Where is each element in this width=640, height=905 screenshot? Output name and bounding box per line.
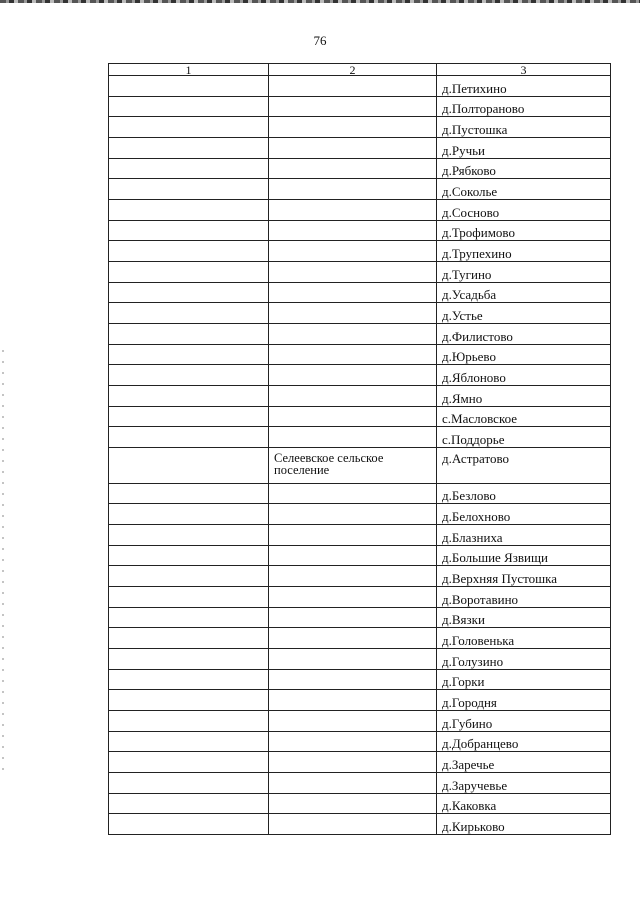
cell-settlement: д.Головенька: [437, 628, 611, 649]
cell-col1: [109, 669, 269, 690]
cell-col1: [109, 545, 269, 566]
cell-municipality: [269, 587, 437, 608]
cell-settlement: д.Горки: [437, 669, 611, 690]
cell-col1: [109, 117, 269, 138]
column-header-3: 3: [437, 64, 611, 76]
cell-municipality: [269, 220, 437, 241]
cell-settlement: д.Соколье: [437, 179, 611, 200]
table-row: [109, 96, 611, 117]
table-header-row: [109, 64, 611, 76]
table-row: [109, 814, 611, 835]
cell-settlement: д.Трупехино: [437, 241, 611, 262]
table-row: [109, 447, 611, 483]
cell-municipality: [269, 504, 437, 525]
cell-col1: [109, 199, 269, 220]
table-row: [109, 385, 611, 406]
cell-settlement: д.Устье: [437, 303, 611, 324]
cell-col1: [109, 649, 269, 670]
table-row: [109, 690, 611, 711]
cell-municipality: [269, 649, 437, 670]
cell-settlement: с.Поддорье: [437, 427, 611, 448]
cell-settlement: с.Масловское: [437, 406, 611, 427]
table-row: [109, 427, 611, 448]
cell-col1: [109, 344, 269, 365]
table-row: [109, 199, 611, 220]
cell-settlement: д.Заручевье: [437, 773, 611, 794]
cell-municipality: [269, 525, 437, 546]
cell-col1: [109, 607, 269, 628]
cell-col1: [109, 406, 269, 427]
cell-settlement: д.Сосново: [437, 199, 611, 220]
table-row: [109, 711, 611, 732]
cell-municipality: [269, 323, 437, 344]
cell-municipality: [269, 628, 437, 649]
cell-municipality: [269, 282, 437, 303]
table-body: [109, 76, 611, 835]
cell-col1: [109, 566, 269, 587]
table-row: [109, 241, 611, 262]
cell-col1: [109, 587, 269, 608]
cell-col1: [109, 427, 269, 448]
table-row: [109, 587, 611, 608]
table-row: [109, 323, 611, 344]
cell-settlement: д.Астратово: [437, 447, 611, 483]
cell-col1: [109, 385, 269, 406]
table-row: [109, 504, 611, 525]
cell-municipality: Селеевское сельское поселение: [269, 447, 437, 483]
cell-settlement: д.Ручьи: [437, 137, 611, 158]
table-row: [109, 220, 611, 241]
cell-municipality: [269, 607, 437, 628]
cell-municipality: [269, 344, 437, 365]
cell-municipality: [269, 669, 437, 690]
cell-settlement: д.Пустошка: [437, 117, 611, 138]
cell-settlement: д.Петихино: [437, 76, 611, 97]
cell-settlement: д.Добранцево: [437, 731, 611, 752]
table-row: [109, 793, 611, 814]
table-row: [109, 731, 611, 752]
table-row: [109, 365, 611, 386]
cell-municipality: [269, 814, 437, 835]
cell-col1: [109, 447, 269, 483]
table-row: [109, 773, 611, 794]
cell-municipality: [269, 793, 437, 814]
cell-col1: [109, 261, 269, 282]
cell-municipality: [269, 261, 437, 282]
cell-municipality: [269, 427, 437, 448]
cell-col1: [109, 793, 269, 814]
cell-col1: [109, 241, 269, 262]
cell-col1: [109, 96, 269, 117]
cell-settlement: д.Воротавино: [437, 587, 611, 608]
cell-settlement: д.Филистово: [437, 323, 611, 344]
cell-col1: [109, 690, 269, 711]
cell-col1: [109, 773, 269, 794]
table-row: [109, 649, 611, 670]
table-row: [109, 344, 611, 365]
cell-municipality: [269, 406, 437, 427]
column-header-1: 1: [109, 64, 269, 76]
cell-settlement: д.Каковка: [437, 793, 611, 814]
cell-settlement: д.Рябково: [437, 158, 611, 179]
cell-municipality: [269, 158, 437, 179]
cell-col1: [109, 752, 269, 773]
table-row: [109, 261, 611, 282]
cell-municipality: [269, 199, 437, 220]
cell-settlement: д.Блазниха: [437, 525, 611, 546]
table-row: [109, 545, 611, 566]
cell-settlement: д.Усадьба: [437, 282, 611, 303]
cell-col1: [109, 158, 269, 179]
cell-col1: [109, 137, 269, 158]
table-row: [109, 483, 611, 504]
cell-settlement: д.Полтораново: [437, 96, 611, 117]
cell-settlement: д.Верхняя Пустошка: [437, 566, 611, 587]
cell-municipality: [269, 690, 437, 711]
cell-settlement: д.Голузино: [437, 649, 611, 670]
cell-municipality: [269, 96, 437, 117]
cell-municipality: [269, 731, 437, 752]
table-row: [109, 282, 611, 303]
cell-municipality: [269, 752, 437, 773]
cell-settlement: д.Кирьково: [437, 814, 611, 835]
scan-margin-specks: [2, 350, 4, 770]
table-row: [109, 752, 611, 773]
table-row: [109, 525, 611, 546]
cell-settlement: д.Городня: [437, 690, 611, 711]
cell-settlement: д.Тугино: [437, 261, 611, 282]
cell-settlement: д.Заречье: [437, 752, 611, 773]
cell-col1: [109, 483, 269, 504]
cell-settlement: д.Вязки: [437, 607, 611, 628]
table-row: [109, 117, 611, 138]
cell-municipality: [269, 241, 437, 262]
cell-municipality: [269, 385, 437, 406]
cell-col1: [109, 365, 269, 386]
cell-municipality: [269, 483, 437, 504]
cell-col1: [109, 711, 269, 732]
table-row: [109, 607, 611, 628]
cell-municipality: [269, 117, 437, 138]
column-header-2: 2: [269, 64, 437, 76]
scan-edge-artifact: [0, 0, 640, 3]
table-row: [109, 669, 611, 690]
cell-settlement: д.Яблоново: [437, 365, 611, 386]
cell-col1: [109, 731, 269, 752]
cell-settlement: д.Губино: [437, 711, 611, 732]
cell-municipality: [269, 773, 437, 794]
cell-municipality: [269, 711, 437, 732]
cell-settlement: д.Большие Язвищи: [437, 545, 611, 566]
cell-col1: [109, 76, 269, 97]
table-row: [109, 76, 611, 97]
cell-settlement: д.Безлово: [437, 483, 611, 504]
table-row: [109, 179, 611, 200]
cell-col1: [109, 282, 269, 303]
cell-col1: [109, 504, 269, 525]
cell-municipality: [269, 303, 437, 324]
cell-col1: [109, 814, 269, 835]
cell-municipality: [269, 76, 437, 97]
table-row: [109, 158, 611, 179]
cell-municipality: [269, 137, 437, 158]
cell-col1: [109, 323, 269, 344]
cell-settlement: д.Ямно: [437, 385, 611, 406]
page-number: 76: [313, 33, 327, 48]
table-row: [109, 137, 611, 158]
cell-municipality: [269, 566, 437, 587]
cell-col1: [109, 525, 269, 546]
cell-settlement: д.Трофимово: [437, 220, 611, 241]
cell-col1: [109, 303, 269, 324]
table-row: [109, 628, 611, 649]
cell-settlement: д.Белохново: [437, 504, 611, 525]
cell-municipality: [269, 179, 437, 200]
cell-settlement: д.Юрьево: [437, 344, 611, 365]
cell-col1: [109, 220, 269, 241]
cell-municipality: [269, 365, 437, 386]
cell-col1: [109, 628, 269, 649]
table-row: [109, 406, 611, 427]
table-row: [109, 303, 611, 324]
cell-col1: [109, 179, 269, 200]
table-row: [109, 566, 611, 587]
cell-municipality: [269, 545, 437, 566]
settlement-table: [108, 63, 611, 835]
